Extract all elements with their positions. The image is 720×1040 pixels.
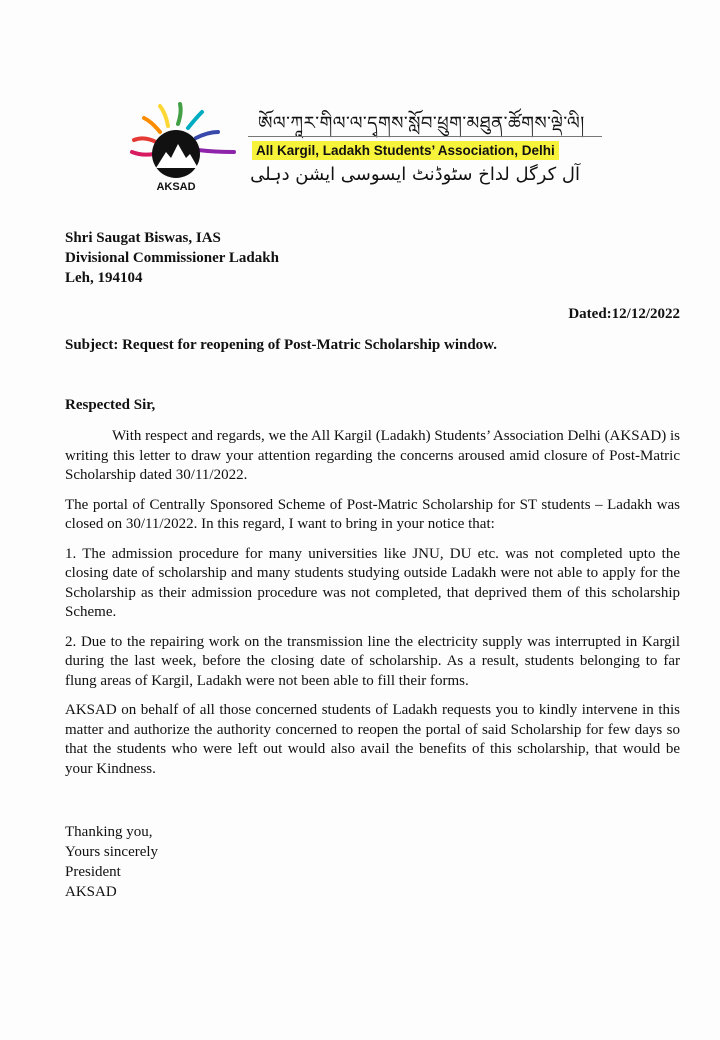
body-paragraph-point-2: 2. Due to the repairing work on the transmission line the electricity supply was interrupted in Kargil during the last week, before the closing date of scholarship. As a result, students belonging to far flung areas of Kargil, Ladakh were not been able to fill their forms. [65, 633, 680, 689]
logo-ray-orange [144, 118, 160, 132]
salutation: Respected Sir, [65, 397, 156, 413]
letter-date: Dated:12/12/2022 [568, 306, 680, 322]
body-paragraph-request: AKSAD on behalf of all those concerned students of Ladakh requests you to kindly intervene in this matter and authorize the authority concerned to reopen the portal of said Scholarship for few days so that the students who were left out would also avail the benefits of this scholarship, that would be your Kindness. [65, 702, 680, 777]
logo-org-short: AKSAD [156, 181, 196, 193]
closing-thanks: Thanking you, [65, 824, 153, 840]
closing-sincerely: Yours sincerely [65, 844, 159, 860]
tibetan-name: ཨོལ་ཀཱར་གིལ་ལ་དྭགས་སློབ་ཕྲུག་མཐུན་ཚོགས་ལྡེ་ལི། [258, 113, 585, 134]
logo-ray-pink [132, 152, 154, 155]
urdu-name: آل کرگل لداخ سٹوڈنٹ ایسوسی ایشن دہلی [250, 164, 580, 185]
body-paragraph-point-1: 1. The admission procedure for many universities like JNU, DU etc. was not completed upto the closing date of scholarship and many students studying outside Ladakh were not able to apply for the Scholarship as their admission procedure was not completed, that deprived them of this scholarship Scheme. [65, 545, 680, 620]
letter-subject: Subject: Request for reopening of Post-Matric Scholarship window. [65, 337, 497, 353]
logo-ray-blue [196, 132, 218, 138]
logo-ray-green [178, 104, 181, 124]
recipient-location: Leh, 194104 [65, 270, 143, 286]
body-paragraph-portal: The portal of Centrally Sponsored Scheme of Post-Matric Scholarship for ST students – Ladakh was closed on 30/11/2022. In this regard, I want to bring in your notice that: [65, 496, 680, 532]
signatory-title: President [65, 864, 121, 880]
letter-body [65, 427, 680, 789]
header-divider [248, 136, 602, 137]
org-name-banner: All Kargil, Ladakh Students’ Association, Delhi [252, 141, 559, 160]
logo-ray-red [134, 138, 156, 142]
recipient-name: Shri Saugat Biswas, IAS [65, 230, 221, 246]
letter-closing [65, 822, 158, 902]
recipient-title: Divisional Commissioner Ladakh [65, 250, 279, 266]
signatory-org: AKSAD [65, 884, 117, 900]
aksad-logo [126, 102, 244, 194]
body-paragraph-intro: With respect and regards, we the All Kargil (Ladakh) Students’ Association Delhi (AKSAD) is writing this letter to draw your attention regarding the concerns aroused amid closure of Post-Matric Scholarship dated 30/11/2022. [65, 428, 680, 483]
logo-ray-yellow [160, 106, 168, 126]
logo-ray-cyan [188, 112, 202, 128]
logo-ray-violet [198, 150, 234, 152]
recipient-address [65, 228, 279, 288]
